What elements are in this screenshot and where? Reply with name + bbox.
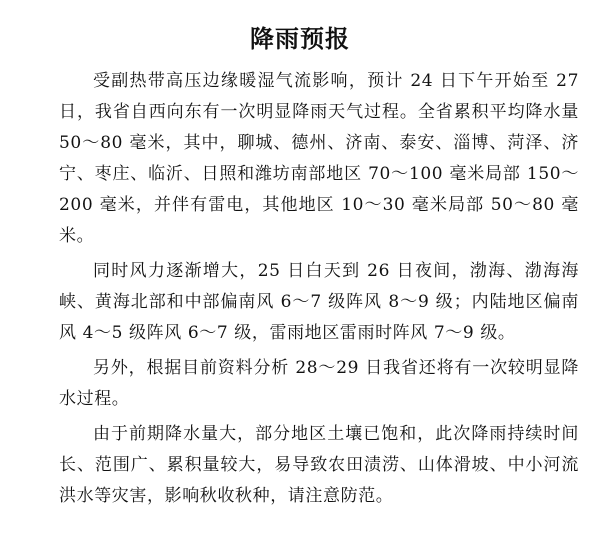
paragraph-wind-forecast: 同时风力逐渐增大，25 日白天到 26 日夜间，渤海、渤海海峡、黄海北部和中部偏南风 6～7 级阵风 8～9 级；内陆地区偏南风 4～5 级阵风 6～7 级，雷雨地区雷雨时阵风 7～9 级。 bbox=[59, 261, 579, 343]
paragraph-disaster-warning: 由于前期降水量大，部分地区土壤已饱和，此次降雨持续时间长、范围广、累积量较大，易导致农田渍涝、山体滑坡、中小河流洪水等灾害，影响秋收秋种，请注意防范。 bbox=[59, 424, 579, 506]
paragraph-next-rainfall: 另外，根据目前资料分析 28～29 日我省还将有一次较明显降水过程。 bbox=[59, 358, 579, 409]
paragraph-rainfall-forecast: 受副热带高压边缘暖湿气流影响，预计 24 日下午开始至 27 日，我省自西向东有一次明显降雨天气过程。全省累积平均降水量 50～80 毫米，其中，聊城、德州、济南、泰安、淄博、菏泽、济宁、枣庄、临沂、日照和潍坊南部地区 70～100 毫米局部 150～200 毫米，并伴有雷电，其他地区 10～30 毫米局部 50～80 毫米。 bbox=[59, 71, 579, 246]
document-body bbox=[59, 66, 579, 512]
document-title: 降雨预报 bbox=[250, 25, 350, 53]
